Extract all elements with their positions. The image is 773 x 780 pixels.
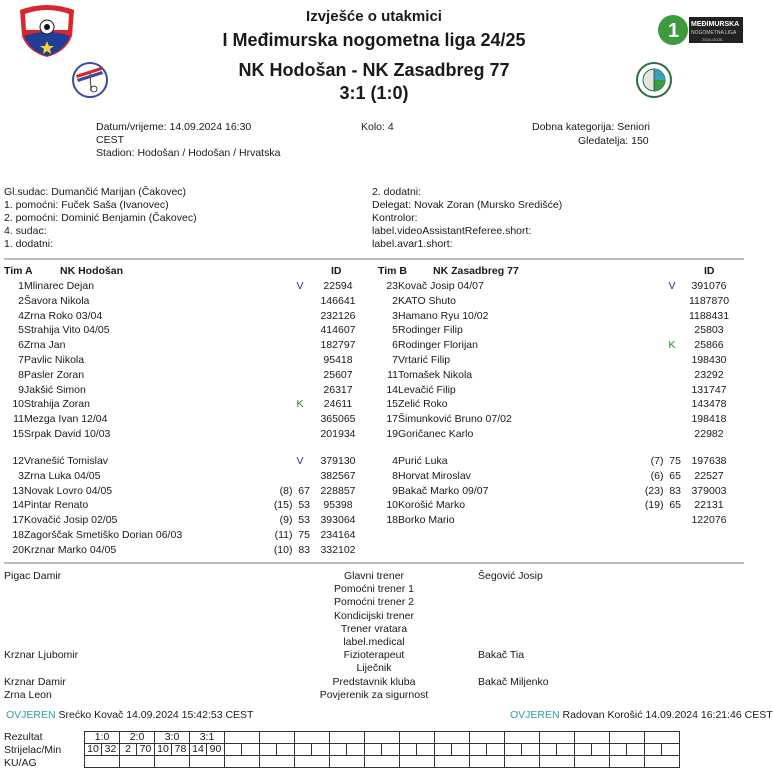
player-name: Levačić Filip bbox=[398, 383, 456, 396]
scorer-number-cell bbox=[330, 744, 347, 756]
player-name: Borko Mario bbox=[398, 514, 455, 527]
player-number: 12 bbox=[12, 455, 24, 467]
player-number: 23 bbox=[386, 280, 398, 292]
ku-ag-cell bbox=[540, 756, 575, 768]
scorer-number-cell bbox=[610, 744, 627, 756]
ku-ag-cell bbox=[85, 756, 120, 768]
player-name: Pavlic Nikola bbox=[24, 354, 85, 366]
result-cell bbox=[330, 732, 365, 744]
staff-role: label.medical bbox=[343, 636, 405, 648]
player-row bbox=[0, 368, 370, 383]
player-id: 95398 bbox=[323, 499, 353, 512]
result-cell bbox=[435, 732, 470, 744]
scorer-number-cell bbox=[435, 744, 452, 756]
result-cell bbox=[645, 732, 680, 744]
player-row bbox=[374, 323, 744, 338]
player-row bbox=[374, 338, 744, 353]
result-cell bbox=[540, 732, 575, 744]
match-title: NK Hodošan - NK Zasadbreg 77 bbox=[238, 60, 510, 80]
svg-text:2024./2025.: 2024./2025. bbox=[702, 37, 724, 42]
player-row bbox=[0, 454, 370, 469]
team-a-label: Tim A bbox=[4, 265, 33, 277]
goal-minute-cell: 78 bbox=[172, 744, 190, 756]
player-row bbox=[0, 397, 370, 412]
player-id: 146641 bbox=[320, 294, 356, 307]
player-id: 332102 bbox=[320, 543, 356, 556]
result-cell bbox=[505, 732, 540, 744]
goal-minute-cell bbox=[452, 744, 470, 756]
player-id: 1187870 bbox=[688, 294, 730, 307]
substitution-info: (15) 53 bbox=[273, 499, 310, 512]
player-id: 22594 bbox=[323, 280, 353, 292]
player-row bbox=[0, 338, 370, 353]
player-id: 382567 bbox=[320, 469, 356, 482]
player-id: 143478 bbox=[691, 398, 727, 411]
team-b-staff-member: Šegović Josip bbox=[478, 570, 543, 582]
substitution-info: (8) 67 bbox=[279, 484, 310, 497]
player-row bbox=[0, 279, 370, 294]
player-name: Zelić Roko bbox=[398, 398, 448, 411]
player-row bbox=[0, 353, 370, 368]
goal-minute-cell bbox=[312, 744, 330, 756]
scorer-number-cell bbox=[365, 744, 382, 756]
player-number: 9 bbox=[392, 484, 398, 497]
ku-ag-row bbox=[85, 756, 680, 768]
player-number: 11 bbox=[13, 413, 24, 426]
player-row bbox=[0, 427, 370, 442]
result-cell bbox=[295, 732, 330, 744]
player-number: 15 bbox=[386, 398, 398, 411]
official-entry: 2. pomoćni: Dominić Benjamin (Čakovec) bbox=[4, 212, 197, 224]
goal-minute-cell bbox=[242, 744, 260, 756]
player-name: Korošić Marko bbox=[398, 499, 466, 512]
goal-minute-cell bbox=[487, 744, 505, 756]
scorer-number-cell bbox=[470, 744, 487, 756]
ku-ag-cell bbox=[155, 756, 190, 768]
player-number: 8 bbox=[18, 368, 24, 381]
player-id: 131747 bbox=[691, 383, 727, 396]
player-name: Šavora Nikola bbox=[24, 294, 90, 307]
player-row bbox=[374, 397, 744, 412]
player-row bbox=[374, 279, 744, 294]
player-name: Mlinarec Dejan bbox=[24, 280, 95, 292]
result-cell bbox=[260, 732, 295, 744]
staff-role: Pomoćni trener 2 bbox=[334, 596, 414, 609]
player-number: 6 bbox=[392, 339, 398, 352]
goal-minute-cell bbox=[417, 744, 435, 756]
player-name: Strahija Vito 04/05 bbox=[24, 324, 110, 337]
player-name: Pasler Zoran bbox=[24, 368, 85, 381]
result-cell bbox=[225, 732, 260, 744]
player-row bbox=[0, 294, 370, 309]
player-row bbox=[0, 309, 370, 324]
official-entry: 1. dodatni: bbox=[4, 238, 54, 250]
verification-left bbox=[6, 709, 253, 722]
match-round: Kolo: 4 bbox=[361, 121, 394, 133]
player-name: Bakač Marko 09/07 bbox=[398, 484, 489, 497]
player-name: Zrna Roko 03/04 bbox=[24, 309, 103, 322]
player-name: Rodinger Florijan bbox=[398, 339, 478, 352]
official-entry: label.avar1.short: bbox=[372, 238, 453, 250]
player-number: 18 bbox=[386, 514, 398, 527]
spectators: Gledatelja: 150 bbox=[578, 135, 649, 147]
player-id: 201934 bbox=[320, 428, 356, 440]
goalkeeper-mark: V bbox=[296, 280, 304, 292]
row-label-scorer: Strijelac/Min bbox=[4, 744, 62, 756]
ku-ag-cell bbox=[645, 756, 680, 768]
league-title: I Međimurska nogometna liga 24/25 bbox=[222, 30, 526, 50]
scorer-number-cell: 10 bbox=[85, 744, 102, 756]
player-row bbox=[0, 498, 370, 513]
official-entry: Delegat: Novak Zoran (Mursko Središće) bbox=[372, 199, 563, 211]
official-entry: label.videoAssistantReferee.short: bbox=[372, 225, 532, 237]
goal-minute-cell bbox=[347, 744, 365, 756]
player-row bbox=[374, 309, 744, 324]
player-id: 182797 bbox=[320, 339, 356, 352]
staff-role: Kondicijski trener bbox=[334, 609, 414, 622]
svg-text:MEĐIMURSKA: MEĐIMURSKA bbox=[691, 21, 740, 28]
substitution-info: (6) 65 bbox=[650, 469, 681, 482]
player-name: Srpak David 10/03 bbox=[24, 428, 111, 440]
row-label-result: Rezultat bbox=[4, 731, 43, 743]
player-row bbox=[0, 469, 370, 484]
scorer-number-cell: 14 bbox=[190, 744, 207, 756]
player-name: Purić Luka bbox=[398, 455, 448, 467]
player-row bbox=[374, 454, 744, 469]
player-number: 7 bbox=[18, 354, 24, 366]
player-row bbox=[374, 427, 744, 442]
ku-ag-cell bbox=[190, 756, 225, 768]
player-name: Rodinger Filip bbox=[398, 324, 463, 337]
team-a-staff-member: Pigac Damir bbox=[4, 570, 62, 582]
player-name: Hamano Ryu 10/02 bbox=[398, 309, 489, 322]
player-number: 3 bbox=[392, 309, 398, 322]
goal-minute-cell bbox=[277, 744, 295, 756]
match-datetime: Datum/vrijeme: 14.09.2024 16:30 bbox=[96, 121, 252, 133]
player-row bbox=[0, 484, 370, 499]
goal-minute-cell bbox=[382, 744, 400, 756]
team-a-staff-member: Krznar Damir bbox=[4, 675, 66, 688]
official-entry: Gl.sudac: Dumančić Marijan (Čakovec) bbox=[4, 186, 187, 198]
player-id: 24611 bbox=[323, 398, 353, 411]
player-id: 228857 bbox=[320, 484, 356, 497]
ku-ag-cell bbox=[610, 756, 645, 768]
player-row bbox=[374, 383, 744, 398]
player-row bbox=[374, 513, 744, 528]
player-id: 25866 bbox=[694, 339, 724, 352]
player-number: 4 bbox=[392, 455, 398, 467]
player-row bbox=[0, 323, 370, 338]
player-row bbox=[0, 412, 370, 427]
goal-minute-cell: 32 bbox=[102, 744, 120, 756]
player-id: 22527 bbox=[694, 469, 724, 482]
substitution-info: (11) 75 bbox=[274, 529, 310, 541]
player-id: 198430 bbox=[691, 354, 727, 366]
team-a-id-header: ID bbox=[331, 265, 342, 277]
divider bbox=[4, 258, 744, 260]
player-number: 10 bbox=[386, 499, 398, 512]
player-number: 6 bbox=[18, 339, 24, 352]
result-cell bbox=[365, 732, 400, 744]
player-id: 1188431 bbox=[688, 309, 730, 322]
result-cell bbox=[400, 732, 435, 744]
ku-ag-cell bbox=[470, 756, 505, 768]
ku-ag-cell bbox=[120, 756, 155, 768]
goal-minute-cell: 90 bbox=[207, 744, 225, 756]
scorer-number-cell: 2 bbox=[120, 744, 137, 756]
captain-mark: K bbox=[296, 398, 304, 411]
player-id: 379130 bbox=[320, 455, 356, 467]
player-number: 2 bbox=[392, 294, 398, 307]
staff-role: Pomoćni trener 1 bbox=[334, 583, 414, 596]
player-name: Goričanec Karlo bbox=[398, 428, 474, 440]
player-number: 14 bbox=[12, 499, 24, 512]
scorer-number-cell: 10 bbox=[155, 744, 172, 756]
official-entry: Kontrolor: bbox=[372, 212, 418, 224]
result-cell bbox=[575, 732, 610, 744]
player-name: Krznar Marko 04/05 bbox=[24, 543, 117, 556]
player-name: Kovačić Josip 02/05 bbox=[24, 514, 118, 527]
player-id: 23292 bbox=[694, 368, 724, 381]
team-a-staff-member: Zrna Leon bbox=[4, 688, 52, 701]
substitution-info: (23) 83 bbox=[644, 484, 681, 497]
result-cell bbox=[470, 732, 505, 744]
player-name: Zrna Luka 04/05 bbox=[24, 469, 101, 482]
verification-right bbox=[510, 709, 773, 722]
player-id: 379003 bbox=[691, 484, 727, 497]
player-name: Zrna Jan bbox=[24, 339, 66, 352]
match-timezone: CEST bbox=[96, 134, 125, 146]
player-id: 393064 bbox=[320, 514, 356, 527]
player-name: Novak Lovro 04/05 bbox=[24, 484, 113, 497]
player-row bbox=[0, 528, 370, 543]
player-id: 198418 bbox=[691, 413, 727, 426]
player-name: Mezga Ivan 12/04 bbox=[24, 413, 108, 426]
player-number: 11 bbox=[387, 368, 398, 381]
player-number: 3 bbox=[18, 469, 24, 482]
player-id: 122076 bbox=[691, 514, 727, 527]
team-a-name: NK Hodošan bbox=[60, 265, 123, 277]
player-row bbox=[374, 353, 744, 368]
result-cell: 3:0 bbox=[155, 732, 190, 744]
player-name: KATO Shuto bbox=[398, 294, 456, 307]
ku-ag-cell bbox=[295, 756, 330, 768]
goal-minute-cell bbox=[557, 744, 575, 756]
player-number: 19 bbox=[386, 428, 398, 440]
result-row bbox=[85, 732, 680, 744]
scorer-number-cell bbox=[645, 744, 662, 756]
captain-mark: K bbox=[668, 339, 676, 352]
official-entry: 2. dodatni: bbox=[372, 186, 422, 198]
player-id: 22982 bbox=[694, 428, 724, 440]
substitution-info: (7) 75 bbox=[650, 455, 681, 467]
staff-role: Predstavnik kluba bbox=[332, 675, 416, 688]
player-number: 20 bbox=[12, 543, 24, 556]
team-a-staff-member: Krznar Ljubomir bbox=[4, 649, 79, 662]
player-number: 13 bbox=[12, 484, 24, 497]
player-row bbox=[374, 498, 744, 513]
player-number: 17 bbox=[386, 413, 398, 426]
scorer-number-cell bbox=[575, 744, 592, 756]
team-b-staff-member: Bakač Tia bbox=[478, 649, 525, 662]
scorer-number-cell bbox=[400, 744, 417, 756]
ku-ag-cell bbox=[365, 756, 400, 768]
player-name: Strahija Zoran bbox=[24, 398, 90, 411]
result-cell bbox=[610, 732, 645, 744]
ku-ag-cell bbox=[260, 756, 295, 768]
player-row bbox=[0, 543, 370, 558]
player-row bbox=[374, 294, 744, 309]
player-id: 25607 bbox=[323, 368, 353, 381]
official-entry: 1. pomoćni: Fuček Saša (Ivanovec) bbox=[4, 199, 169, 211]
goal-minute-cell bbox=[592, 744, 610, 756]
scorer-number-cell bbox=[540, 744, 557, 756]
player-row bbox=[374, 484, 744, 499]
scorer-number-cell bbox=[260, 744, 277, 756]
player-number: 5 bbox=[392, 324, 398, 337]
official-entry: 4. sudac: bbox=[4, 225, 47, 237]
player-name: Šimunković Bruno 07/02 bbox=[398, 413, 512, 426]
player-id: 26317 bbox=[323, 383, 353, 396]
staff-role: Liječnik bbox=[356, 662, 392, 675]
player-id: 391076 bbox=[691, 280, 727, 292]
player-id: 234164 bbox=[320, 529, 356, 541]
ku-ag-cell bbox=[225, 756, 260, 768]
staff-role: Fizioterapeut bbox=[343, 649, 405, 662]
staff-role: Povjerenik za sigurnost bbox=[319, 688, 429, 701]
player-id: 232126 bbox=[320, 309, 356, 322]
player-number: 10 bbox=[12, 398, 24, 411]
player-row bbox=[374, 412, 744, 427]
player-name: Pintar Renato bbox=[24, 499, 89, 512]
player-name: Zagorščak Smetiško Dorian 06/03 bbox=[24, 529, 183, 541]
substitution-info: (10) 83 bbox=[273, 543, 310, 556]
player-id: 365065 bbox=[320, 413, 356, 426]
player-id: 95418 bbox=[323, 354, 353, 366]
player-number: 15 bbox=[12, 428, 24, 440]
goal-minute-cell bbox=[522, 744, 540, 756]
team-b-id-header: ID bbox=[704, 265, 715, 277]
result-cell: 1:0 bbox=[85, 732, 120, 744]
player-row bbox=[374, 469, 744, 484]
verified-by: Srećko Kovač 14.09.2024 15:42:53 CEST bbox=[58, 709, 254, 721]
divider bbox=[4, 562, 744, 564]
player-number: 5 bbox=[18, 324, 24, 337]
staff-role: Trener vratara bbox=[340, 622, 408, 635]
ku-ag-cell bbox=[575, 756, 610, 768]
player-name: Tomašek Nikola bbox=[398, 368, 473, 381]
ku-ag-cell bbox=[330, 756, 365, 768]
player-number: 1 bbox=[18, 280, 24, 292]
player-row bbox=[0, 383, 370, 398]
player-number: 9 bbox=[18, 383, 24, 396]
player-number: 2 bbox=[18, 294, 24, 307]
player-number: 14 bbox=[386, 383, 398, 396]
player-name: Kovač Josip 04/07 bbox=[398, 280, 484, 292]
ku-ag-cell bbox=[435, 756, 470, 768]
age-category: Dobna kategorija: Seniori bbox=[532, 121, 650, 133]
ku-ag-cell bbox=[505, 756, 540, 768]
player-number: 4 bbox=[18, 309, 24, 322]
player-id: 197638 bbox=[691, 455, 727, 467]
goalkeeper-mark: V bbox=[296, 455, 304, 467]
scorer-number-cell bbox=[225, 744, 242, 756]
substitution-info: (9) 53 bbox=[279, 514, 310, 527]
verified-status: OVJEREN bbox=[510, 709, 560, 721]
row-label-ku-ag: KU/AG bbox=[4, 757, 37, 769]
verified-status: OVJEREN bbox=[6, 709, 56, 721]
player-id: 22131 bbox=[694, 499, 724, 512]
team-b-label: Tim B bbox=[378, 265, 407, 277]
result-cell: 2:0 bbox=[120, 732, 155, 744]
player-number: 8 bbox=[392, 469, 398, 482]
player-name: Vrtarić Filip bbox=[398, 354, 451, 366]
team-b-name: NK Zasadbreg 77 bbox=[433, 265, 519, 277]
player-number: 17 bbox=[12, 514, 24, 527]
player-name: Jakšić Simon bbox=[24, 383, 86, 396]
player-row bbox=[0, 513, 370, 528]
player-id: 25803 bbox=[694, 324, 724, 337]
ku-ag-cell bbox=[400, 756, 435, 768]
player-name: Horvat Miroslav bbox=[398, 469, 471, 482]
match-score: 3:1 (1:0) bbox=[339, 83, 409, 103]
staff-role: Glavni trener bbox=[343, 570, 405, 582]
scorer-row bbox=[85, 744, 680, 756]
substitution-info: (19) 65 bbox=[644, 499, 681, 512]
svg-text:NOGOMETNA LIGA: NOGOMETNA LIGA bbox=[691, 30, 737, 36]
player-row bbox=[374, 368, 744, 383]
player-number: 18 bbox=[12, 529, 24, 541]
result-cell: 3:1 bbox=[190, 732, 225, 744]
match-stadium: Stadion: Hodošan / Hodošan / Hrvatska bbox=[96, 147, 281, 159]
goalkeeper-mark: V bbox=[668, 280, 676, 292]
team-b-staff-member: Bakač Miljenko bbox=[478, 675, 549, 688]
svg-text:1: 1 bbox=[668, 20, 680, 42]
verified-by: Radovan Korošić 14.09.2024 16:21:46 CEST bbox=[562, 709, 773, 721]
scorer-number-cell bbox=[295, 744, 312, 756]
player-number: 7 bbox=[392, 354, 398, 366]
goal-minute-cell bbox=[627, 744, 645, 756]
player-id: 414607 bbox=[320, 324, 356, 337]
report-title: Izvješće o utakmici bbox=[306, 8, 442, 25]
scorer-number-cell bbox=[505, 744, 522, 756]
scoring-table bbox=[84, 731, 680, 768]
player-name: Vranešić Tomislav bbox=[24, 455, 109, 467]
goal-minute-cell bbox=[662, 744, 680, 756]
goal-minute-cell: 70 bbox=[137, 744, 155, 756]
